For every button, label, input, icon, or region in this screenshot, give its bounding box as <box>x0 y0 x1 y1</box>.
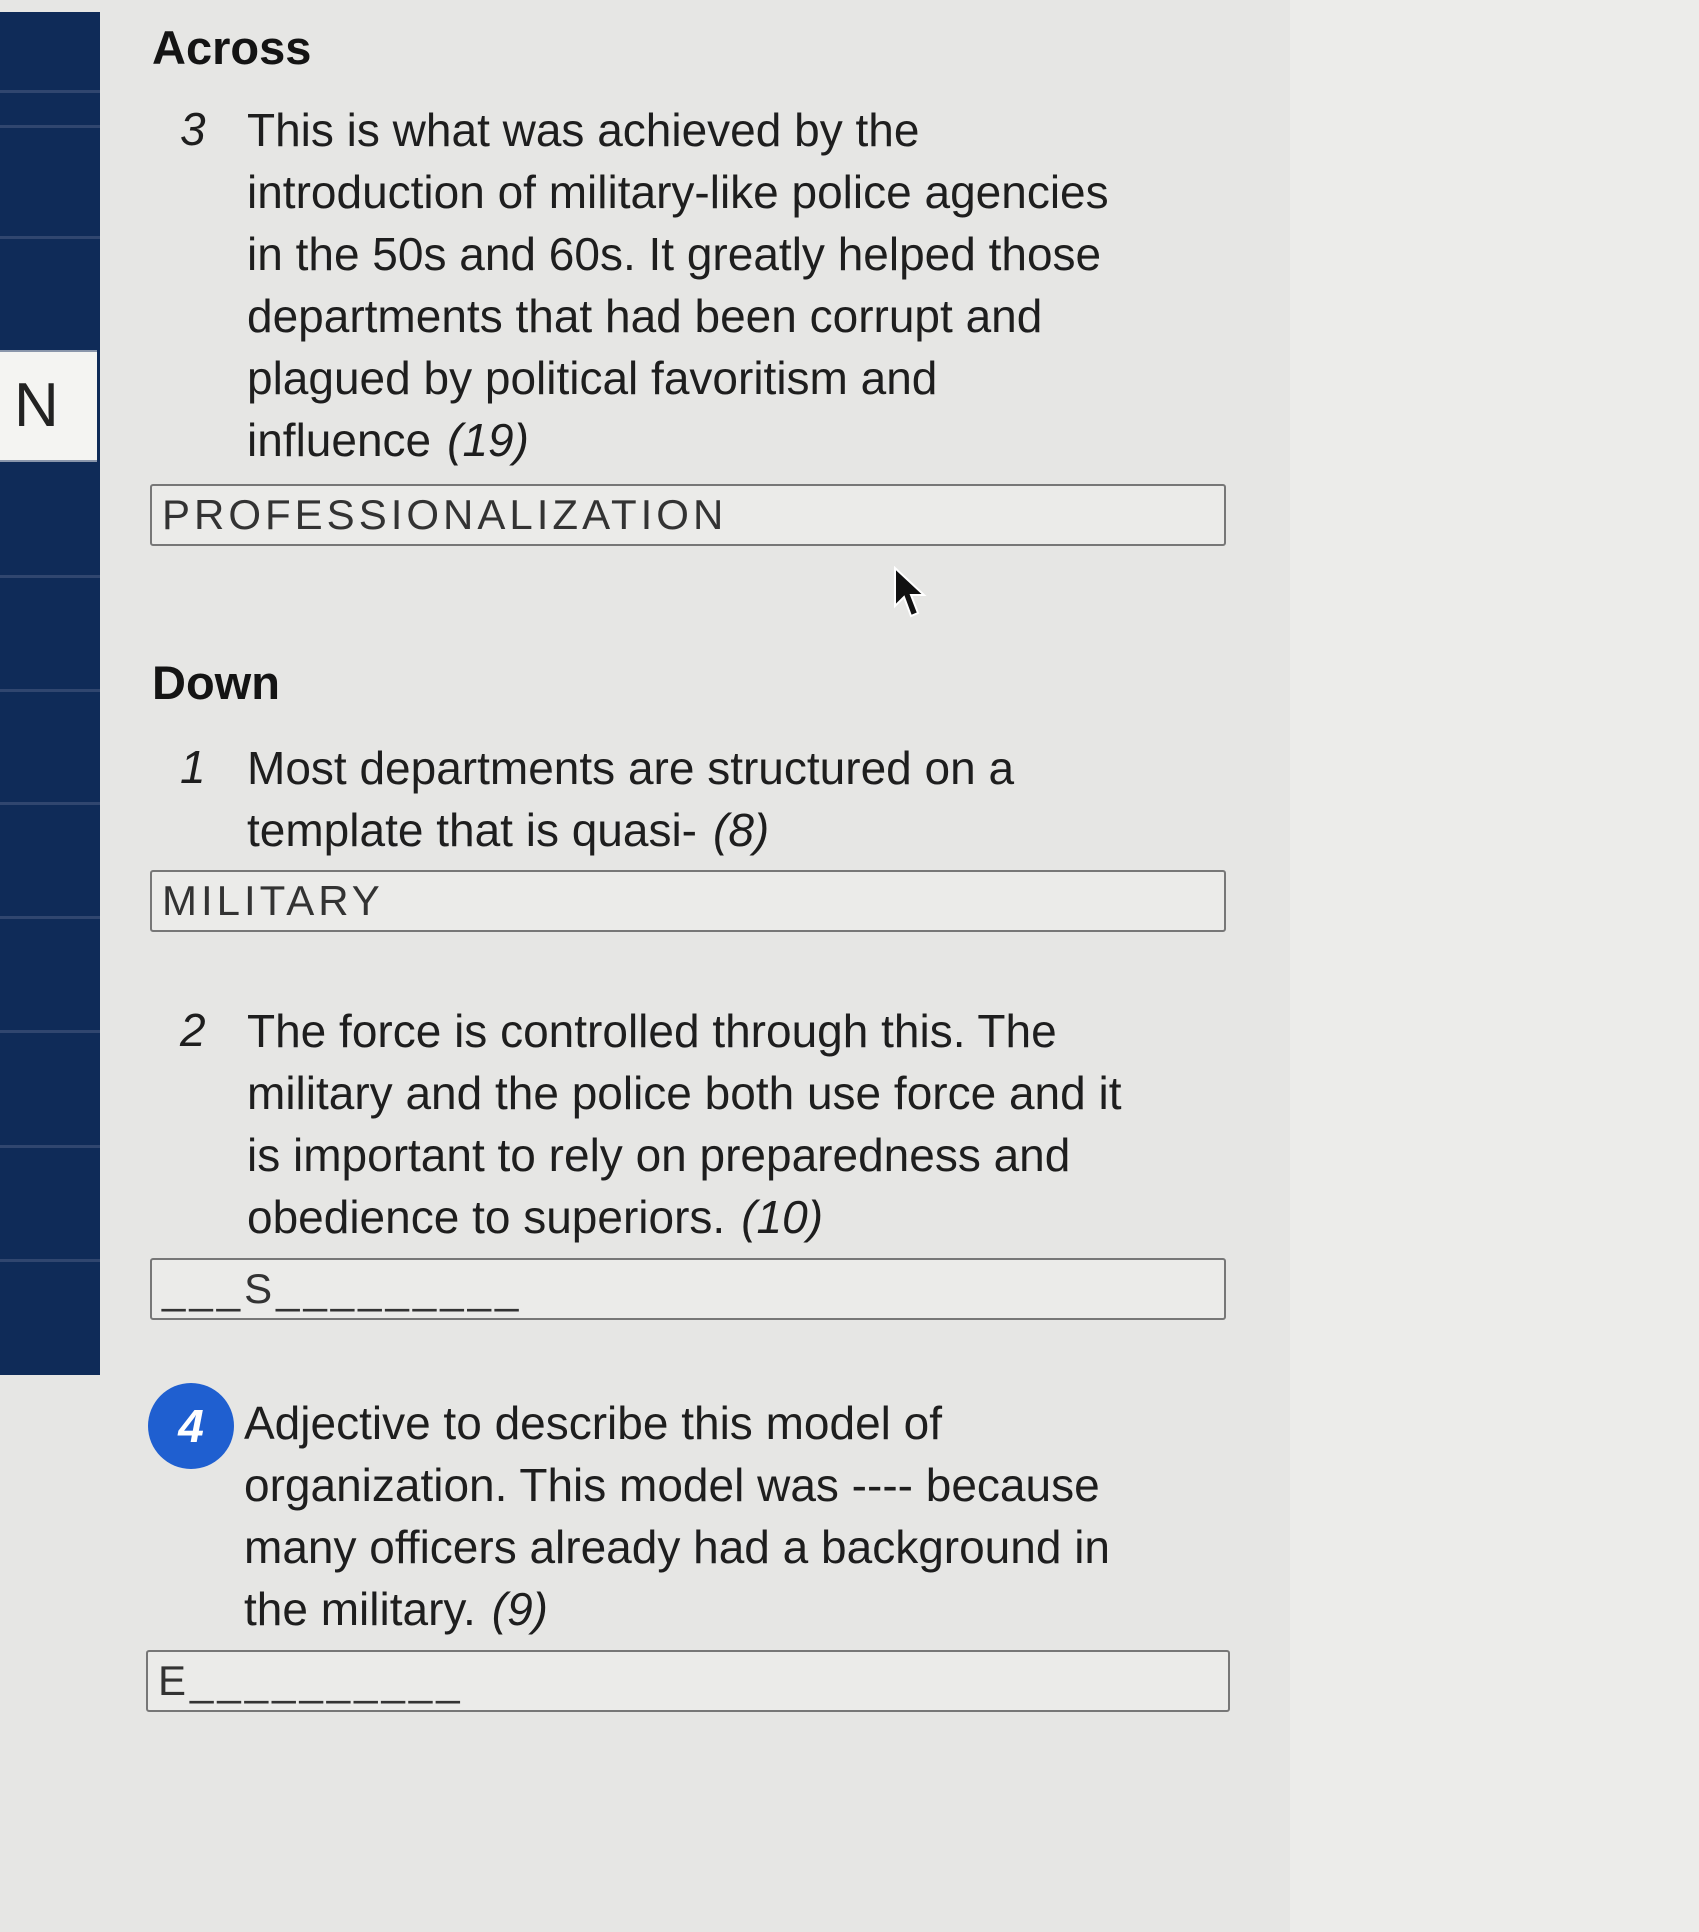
answer-input-across-3[interactable]: PROFESSIONALIZATION <box>150 484 1226 546</box>
grid-divider <box>0 689 100 692</box>
clue-line <box>244 1578 1244 1640</box>
clue-down-4 <box>244 1392 1244 1640</box>
clue-line: Most departments are structured on a <box>247 742 1015 794</box>
clue-length: (10) <box>741 1191 824 1243</box>
clue-line: organization. This model was ---- because <box>244 1459 1100 1511</box>
grid-divider <box>0 802 100 805</box>
clue-line: military and the police both use force and it <box>247 1067 1122 1119</box>
clue-line: This is what was achieved by the <box>247 104 920 156</box>
clue-line: plagued by political favoritism and <box>247 352 938 404</box>
grid-cell-letter: N <box>14 371 59 440</box>
clue-length: (8) <box>713 804 770 856</box>
clue-down-2 <box>247 1000 1247 1248</box>
grid-divider <box>0 575 100 578</box>
clue-number-badge-active[interactable]: 4 <box>148 1383 234 1469</box>
page-background-right <box>1290 0 1699 1932</box>
clue-line: in the 50s and 60s. It greatly helped those <box>247 228 1102 280</box>
answer-input-down-4[interactable]: E__________ <box>146 1650 1230 1712</box>
clue-across-3 <box>247 99 1247 471</box>
grid-divider <box>0 125 100 128</box>
crossword-grid[interactable] <box>0 12 100 1375</box>
down-heading: Down <box>152 656 280 709</box>
clue-length: (9) <box>491 1583 548 1635</box>
grid-divider <box>0 1030 100 1033</box>
clue-line-text: the military. <box>244 1583 476 1635</box>
grid-divider <box>0 1259 100 1262</box>
grid-divider <box>0 916 100 919</box>
clue-line-text: influence <box>247 414 432 466</box>
grid-divider <box>0 90 100 93</box>
clue-line-text: template that is quasi- <box>247 804 698 856</box>
grid-divider <box>0 1145 100 1148</box>
clue-line: is important to rely on preparedness and <box>247 1129 1071 1181</box>
clue-down-1 <box>247 737 1247 861</box>
clue-line <box>247 409 1247 471</box>
across-heading: Across <box>152 21 312 74</box>
clue-line <box>247 799 1247 861</box>
clue-number: 3 <box>180 103 206 155</box>
clue-line: many officers already had a background in <box>244 1521 1111 1573</box>
clue-number: 2 <box>180 1004 206 1056</box>
clue-line: The force is controlled through this. The <box>247 1005 1057 1057</box>
clue-length: (19) <box>447 414 529 466</box>
clue-line: departments that had been corrupt and <box>247 290 1043 342</box>
answer-input-down-1[interactable]: MILITARY <box>150 870 1226 932</box>
grid-divider <box>0 236 100 239</box>
grid-cell-filled[interactable] <box>0 350 97 462</box>
mouse-cursor-icon <box>893 566 927 622</box>
clue-line: introduction of military-like police agencies <box>247 166 1109 218</box>
clue-line-text: obedience to superiors. <box>247 1191 726 1243</box>
clue-line <box>247 1186 1247 1248</box>
clue-number: 1 <box>180 741 206 793</box>
answer-input-down-2[interactable]: ___S_________ <box>150 1258 1226 1320</box>
clue-line: Adjective to describe this model of <box>244 1397 943 1449</box>
